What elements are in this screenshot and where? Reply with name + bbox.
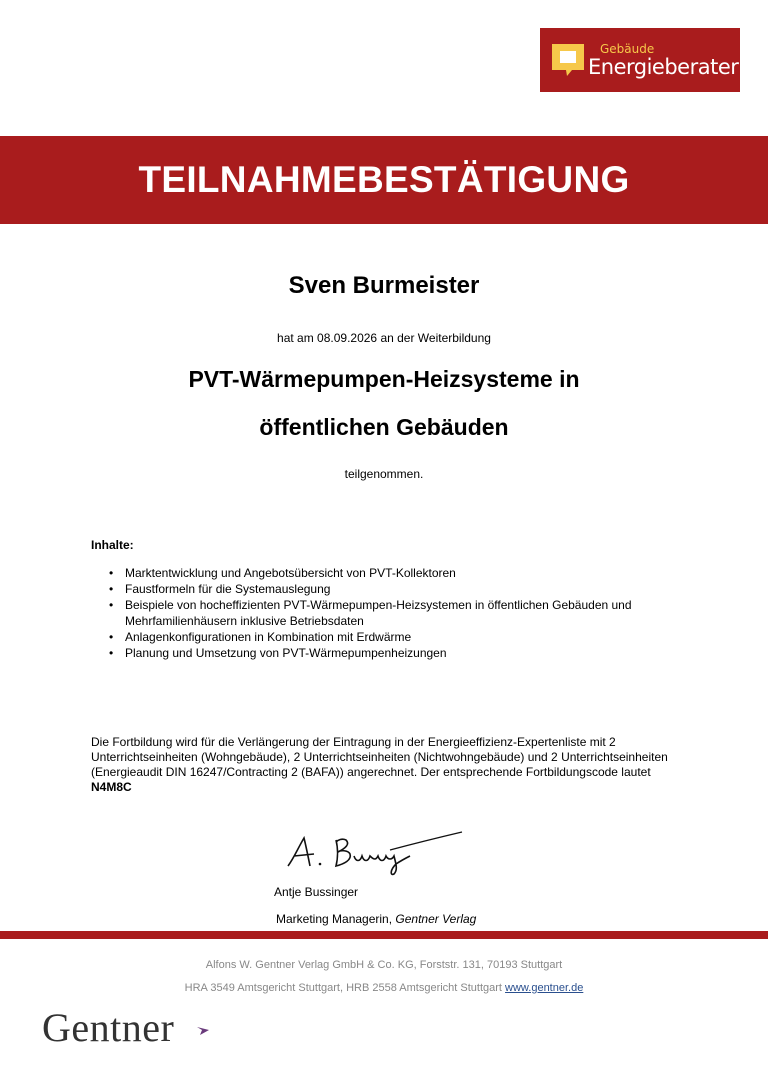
list-item: • Anlagenkonfigurationen in Kombination mit Erdwärme [109, 629, 669, 645]
contents-heading: Inhalte: [91, 538, 134, 552]
arrow-mark-icon [197, 1024, 209, 1036]
list-item: • Beispiele von hocheffizienten PVT-Wärmepumpen-Heizsystemen in öffentlichen Gebäuden und Mehrfamilienhäusern inklusive Betriebsdaten [109, 597, 669, 629]
logo-small-text: Gebäude [600, 42, 655, 56]
list-item: • Faustformeln für die Systemauslegung [109, 581, 669, 597]
intro-text: hat am 08.09.2026 an der Weiterbildung [277, 331, 491, 345]
accreditation-text: Die Fortbildung wird für die Verlängerung der Eintragung in der Energieeffizienz-Expertenliste mit 2 Unterrichtseinheiten (Wohngebäude), 2 Unterrichtseinheiten (Nichtwohngebäude) und 2 Unterrichtseinheiten (Energieaudit DIN 16247/Contracting 2 (BAFA)) angerechnet. Der entsprechende Fortbildungscode lautet [91, 735, 668, 779]
speech-bubble-logo-icon [552, 44, 584, 76]
contents-list [109, 565, 669, 661]
footer-register-text: HRA 3549 Amtsgericht Stuttgart, HRB 2558 Amtsgericht Stuttgart [184, 982, 506, 994]
footer-address: Alfons W. Gentner Verlag GmbH & Co. KG, Forststr. 131, 70193 Stuttgart [205, 959, 563, 971]
list-item: • Marktentwicklung und Angebotsübersicht von PVT-Kollektoren [109, 565, 669, 581]
signer-name: Antje Bussinger [274, 885, 359, 899]
footer-divider [0, 931, 768, 939]
footer-register [0, 982, 768, 994]
page-title: TEILNAHMEBESTÄTIGUNG [138, 159, 630, 200]
accreditation-paragraph [91, 735, 681, 795]
participant-name: Sven Burmeister [288, 272, 480, 299]
title-banner [0, 136, 768, 224]
list-item: • Planung und Umsetzung von PVT-Wärmepumpenheizungen [109, 645, 669, 661]
energieberater-logo [540, 28, 740, 92]
signer-role-title: Marketing Managerin, [276, 912, 396, 926]
website-link[interactable]: www.gentner.de [505, 982, 584, 994]
course-title-line2: öffentlichen Gebäuden [259, 414, 509, 440]
logo-big-text: Energieberater [588, 55, 739, 79]
signer-role [276, 912, 476, 926]
gentner-logo-text: Gentner [42, 1005, 175, 1050]
signer-company: Gentner Verlag [395, 912, 477, 926]
participated-text: teilgenommen. [344, 467, 424, 481]
handwritten-signature [280, 830, 470, 880]
course-title-line1: PVT-Wärmepumpen-Heizsysteme in [188, 366, 580, 392]
training-code: N4M8C [91, 780, 132, 794]
